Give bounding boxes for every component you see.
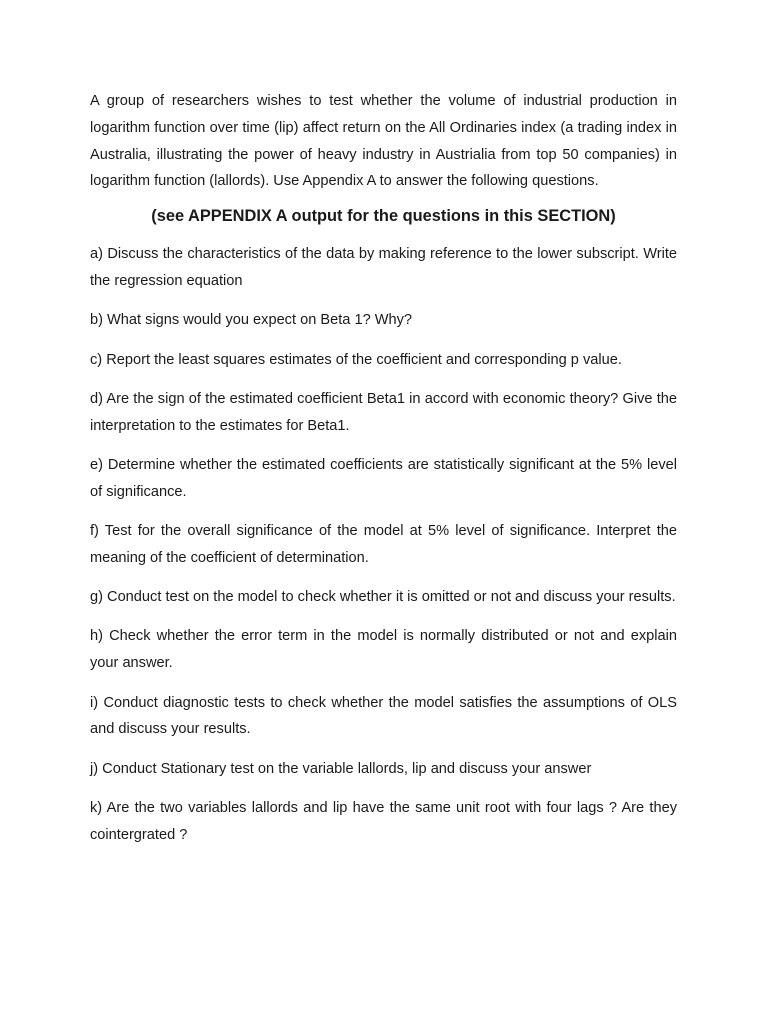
question-d: d) Are the sign of the estimated coefficient Beta1 in accord with economic theory? Give the interpretation to the estimates for Beta1. [90, 390, 686, 434]
question-b: b) What signs would you expect on Beta 1? Why? [90, 312, 413, 329]
question-e: e) Determine whether the estimated coefficients are statistically significant at the 5% level of significance. [90, 456, 677, 500]
question-f: f) Test for the overall significance of the model at 5% level of significance. Interpret the meaning of the coefficient of determination. [90, 523, 677, 566]
document-page [90, 88, 686, 861]
question-j: j) Conduct Stationary test on the variable lallords, lip and discuss your answer [90, 760, 592, 777]
section-heading: (see APPENDIX A output for the questions in this SECTION) [151, 207, 616, 226]
question-a: a) Discuss the characteristics of the data by making reference to the lower subscript. Write the regression equation [90, 246, 677, 289]
intro-paragraph: A group of researchers wishes to test whether the volume of industrial production in logarithm function over time (lip) affect return on the All Ordinaries index (a trading index in Australia, illustrating the power of heavy industry in Austrialia from top 50 companies) in logarithm function (lallords). Use Appendix A to answer the following questions. [90, 93, 677, 190]
question-g: g) Conduct test on the model to check whether it is omitted or not and discuss your results. [90, 589, 676, 606]
question-c: c) Report the least squares estimates of the coefficient and corresponding p value. [90, 351, 622, 368]
question-i: i) Conduct diagnostic tests to check whether the model satisfies the assumptions of OLS and discuss your results. [90, 694, 677, 738]
question-h: h) Check whether the error term in the model is normally distributed or not and explain your answer. [90, 628, 677, 672]
question-k: k) Are the two variables lallords and lip have the same unit root with four lags ? Are they cointergrated ? [90, 799, 677, 843]
